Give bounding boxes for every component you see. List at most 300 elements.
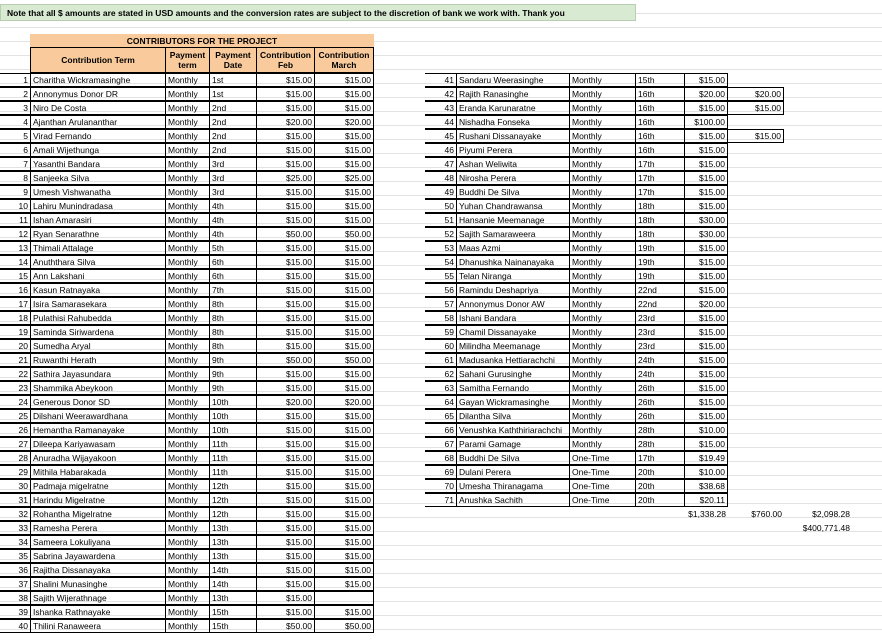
row-number: 22 [0,367,31,381]
payment-date: 9th [209,381,257,395]
contributor-name: Shalini Munasinghe [30,577,166,591]
contribution-feb: $15.00 [684,367,728,381]
contribution-march: $25.00 [314,171,374,185]
payment-term: One-Time [569,479,636,493]
payment-date: 24th [635,367,685,381]
payment-term: Monthly [165,339,210,353]
contribution-feb: $15.00 [256,605,315,619]
contribution-march [727,423,784,437]
payment-term: Monthly [569,157,636,171]
payment-date: 3rd [209,171,257,185]
contributor-name: Eranda Karunaratne [456,101,570,115]
contributor-name: Ishan Amarasiri [30,213,166,227]
contributor-name: Dilshani Weerawardhana [30,409,166,423]
payment-term: Monthly [165,465,210,479]
contribution-march: $15.00 [314,493,374,507]
payment-date: 23rd [635,311,685,325]
contributor-name: Dilantha Silva [456,409,570,423]
row-number: 50 [425,199,457,213]
payment-date: 11th [209,451,257,465]
contribution-march: $15.00 [314,479,374,493]
contribution-march [727,381,784,395]
row-number: 66 [425,423,457,437]
contribution-march: $15.00 [314,143,374,157]
payment-date: 22nd [635,297,685,311]
contribution-feb: $15.00 [256,591,315,605]
payment-term: Monthly [165,73,210,87]
row-number: 13 [0,241,31,255]
payment-date: 2nd [209,143,257,157]
row-number: 61 [425,353,457,367]
contribution-feb: $15.00 [684,101,728,115]
row-number: 11 [0,213,31,227]
payment-term: Monthly [569,409,636,423]
payment-date: 2nd [209,101,257,115]
contribution-march [727,143,784,157]
contributor-name: Annonymus Donor DR [30,87,166,101]
contributor-name: Ishani Bandara [456,311,570,325]
contribution-feb: $15.00 [684,129,728,143]
contributor-name: Shammika Abeykoon [30,381,166,395]
contribution-march: $15.00 [314,381,374,395]
payment-date: 9th [209,367,257,381]
row-number: 54 [425,255,457,269]
payment-term: Monthly [569,129,636,143]
payment-term: Monthly [165,297,210,311]
contributor-name: Anuradha Wijayakoon [30,451,166,465]
feb-total: $1,338.28 [688,509,726,519]
contribution-march: $15.00 [314,157,374,171]
contributor-name: Harindu Migelratne [30,493,166,507]
contributor-name: Pulathisi Rahubedda [30,311,166,325]
payment-date: 17th [635,157,685,171]
contribution-march [727,157,784,171]
contribution-feb: $100.00 [684,115,728,129]
payment-term: Monthly [569,367,636,381]
payment-term: Monthly [569,311,636,325]
row-number: 8 [0,171,31,185]
contribution-march: $15.00 [314,521,374,535]
contributor-name: Venushka Kaththiriarachchi [456,423,570,437]
payment-date: 15th [209,619,257,633]
contributor-name: Buddhi De Silva [456,451,570,465]
contribution-feb: $15.00 [684,157,728,171]
row-number: 14 [0,255,31,269]
payment-date: 3rd [209,157,257,171]
contribution-feb: $15.00 [256,255,315,269]
row-number: 35 [0,549,31,563]
contribution-feb: $15.00 [684,353,728,367]
payment-date: 18th [635,213,685,227]
payment-term: Monthly [569,325,636,339]
contributor-name: Sabrina Jayawardena [30,549,166,563]
contribution-march: $50.00 [314,227,374,241]
contributor-name: Sandaru Weerasinghe [456,73,570,87]
contributor-name: Dileepa Kariyawasam [30,437,166,451]
contributor-name: Anuththara Silva [30,255,166,269]
contribution-march [727,283,784,297]
payment-term: Monthly [569,213,636,227]
contribution-march: $15.00 [314,507,374,521]
contribution-feb: $15.00 [256,479,315,493]
contribution-march [727,311,784,325]
payment-date: 16th [635,87,685,101]
payment-term: Monthly [569,381,636,395]
contribution-march [727,339,784,353]
payment-term: Monthly [569,395,636,409]
payment-date: 18th [635,199,685,213]
row-number: 36 [0,563,31,577]
contribution-feb: $15.00 [684,185,728,199]
contribution-feb: $15.00 [684,311,728,325]
contribution-march: $15.00 [314,311,374,325]
payment-term: Monthly [165,451,210,465]
payment-date: 17th [635,451,685,465]
row-number: 4 [0,115,31,129]
row-number: 69 [425,465,457,479]
payment-term: Monthly [165,423,210,437]
contributor-name: Ryan Senarathne [30,227,166,241]
column-header-payment-date: Payment Date [209,47,257,73]
contribution-march: $15.00 [314,185,374,199]
contributor-name: Rushani Dissanayake [456,129,570,143]
payment-date: 10th [209,395,257,409]
contribution-feb: $20.11 [684,493,728,507]
payment-date: 20th [635,493,685,507]
contribution-march [727,465,784,479]
contribution-feb: $15.00 [684,255,728,269]
payment-date: 17th [635,185,685,199]
row-number: 21 [0,353,31,367]
contributor-name: Piyumi Perera [456,143,570,157]
contribution-feb: $15.00 [684,199,728,213]
row-number: 71 [425,493,457,507]
contributor-name: Mithila Habarakada [30,465,166,479]
payment-date: 14th [209,577,257,591]
payment-date: 8th [209,325,257,339]
contribution-march: $15.00 [314,563,374,577]
payment-date: 17th [635,171,685,185]
payment-date: 13th [209,549,257,563]
payment-term: Monthly [165,283,210,297]
payment-date: 8th [209,311,257,325]
contribution-feb: $20.00 [684,87,728,101]
contributor-name: Hemantha Ramanayake [30,423,166,437]
contribution-feb: $38.68 [684,479,728,493]
payment-date: 15th [635,73,685,87]
column-header-contribution-march: Contribution March [314,47,374,73]
payment-term: Monthly [165,101,210,115]
row-number: 63 [425,381,457,395]
row-number: 38 [0,591,31,605]
row-number: 3 [0,101,31,115]
payment-date: 23rd [635,339,685,353]
contribution-feb: $15.00 [256,185,315,199]
payment-date: 19th [635,255,685,269]
contribution-feb: $15.00 [256,339,315,353]
payment-term: One-Time [569,465,636,479]
contribution-march: $15.00 [314,87,374,101]
contribution-feb: $19.49 [684,451,728,465]
contribution-march: $50.00 [314,353,374,367]
row-number: 68 [425,451,457,465]
contributor-name: Ruwanthi Herath [30,353,166,367]
payment-term: Monthly [165,577,210,591]
payment-date: 5th [209,241,257,255]
payment-date: 6th [209,255,257,269]
contribution-feb: $15.00 [256,73,315,87]
row-number: 58 [425,311,457,325]
payment-date: 4th [209,227,257,241]
contribution-march: $15.00 [314,241,374,255]
contribution-feb: $20.00 [256,115,315,129]
contribution-feb: $50.00 [256,619,315,633]
payment-date: 7th [209,283,257,297]
payment-date: 12th [209,493,257,507]
payment-term: Monthly [165,437,210,451]
contribution-feb: $15.00 [684,73,728,87]
contribution-feb: $25.00 [256,171,315,185]
payment-term: Monthly [569,73,636,87]
contribution-march: $50.00 [314,619,374,633]
payment-term: Monthly [165,381,210,395]
payment-term: Monthly [165,157,210,171]
payment-term: Monthly [165,507,210,521]
payment-date: 23rd [635,325,685,339]
contribution-feb: $50.00 [256,353,315,367]
payment-date: 16th [635,115,685,129]
contribution-march [727,297,784,311]
payment-date: 6th [209,269,257,283]
contributor-name: Rajitha Dissanayaka [30,563,166,577]
payment-date: 12th [209,479,257,493]
payment-term: Monthly [165,493,210,507]
contributor-name: Rajith Ranasinghe [456,87,570,101]
contributor-name: Dulani Perera [456,465,570,479]
row-number: 42 [425,87,457,101]
contribution-march [727,185,784,199]
contribution-march [727,353,784,367]
payment-date: 26th [635,381,685,395]
payment-date: 22nd [635,283,685,297]
payment-term: Monthly [165,143,210,157]
payment-date: 24th [635,353,685,367]
row-number: 47 [425,157,457,171]
contribution-march: $15.00 [314,199,374,213]
row-number: 5 [0,129,31,143]
contribution-feb: $15.00 [256,143,315,157]
payment-term: Monthly [165,213,210,227]
row-number: 34 [0,535,31,549]
contribution-march: $15.00 [314,297,374,311]
row-number: 29 [0,465,31,479]
contribution-march: $15.00 [314,339,374,353]
payment-date: 10th [209,409,257,423]
contributor-name: Nishadha Fonseka [456,115,570,129]
row-number: 27 [0,437,31,451]
row-number: 16 [0,283,31,297]
contribution-feb: $15.00 [684,143,728,157]
payment-term: Monthly [569,297,636,311]
payment-date: 11th [209,437,257,451]
contribution-feb: $15.00 [256,577,315,591]
payment-term: Monthly [165,521,210,535]
row-number: 41 [425,73,457,87]
contributor-name: Charitha Wickramasinghe [30,73,166,87]
payment-date: 16th [635,143,685,157]
payment-term: Monthly [165,311,210,325]
contributor-name: Telan Niranga [456,269,570,283]
contribution-feb: $15.00 [256,381,315,395]
payment-term: Monthly [165,395,210,409]
contributor-name: Hansanie Meemanage [456,213,570,227]
row-number: 30 [0,479,31,493]
payment-date: 20th [635,479,685,493]
payment-term: Monthly [165,227,210,241]
contribution-march: $15.00 [314,129,374,143]
payment-date: 4th [209,199,257,213]
contribution-march [727,227,784,241]
contribution-march [727,479,784,493]
payment-term: One-Time [569,451,636,465]
payment-date: 13th [209,591,257,605]
payment-term: One-Time [569,493,636,507]
payment-date: 19th [635,241,685,255]
contribution-feb: $15.00 [256,297,315,311]
contribution-march [727,493,784,507]
contribution-march [727,409,784,423]
contribution-march: $15.00 [314,549,374,563]
row-number: 70 [425,479,457,493]
row-number: 32 [0,507,31,521]
contributor-name: Yasanthi Bandara [30,157,166,171]
contributor-name: Ramindu Deshapriya [456,283,570,297]
row-number: 6 [0,143,31,157]
row-number: 45 [425,129,457,143]
payment-term: Monthly [569,241,636,255]
contribution-march: $15.00 [314,423,374,437]
payment-term: Monthly [165,549,210,563]
payment-term: Monthly [569,437,636,451]
contribution-march: $15.00 [314,101,374,115]
table-title: CONTRIBUTORS FOR THE PROJECT [126,36,278,46]
contribution-feb: $15.00 [256,465,315,479]
contribution-feb: $15.00 [256,367,315,381]
contributor-name: Madusanka Hettiarachchi [456,353,570,367]
contribution-march [314,591,374,605]
contribution-march [727,451,784,465]
payment-term: Monthly [165,255,210,269]
contributor-name: Maas Azmi [456,241,570,255]
payment-date: 10th [209,423,257,437]
row-number: 65 [425,409,457,423]
contribution-feb: $30.00 [684,227,728,241]
row-number: 10 [0,199,31,213]
contributor-name: Saminda Siriwardena [30,325,166,339]
contribution-march [727,269,784,283]
contributor-name: Sumedha Aryal [30,339,166,353]
contribution-feb: $15.00 [256,283,315,297]
contribution-march [727,115,784,129]
payment-term: Monthly [569,339,636,353]
contribution-march: $15.00 [727,101,784,115]
contribution-feb: $15.00 [684,241,728,255]
row-number: 20 [0,339,31,353]
contributor-name: Thimali Attalage [30,241,166,255]
contribution-feb: $15.00 [256,437,315,451]
contribution-march: $15.00 [314,73,374,87]
row-number: 39 [0,605,31,619]
contribution-feb: $15.00 [684,339,728,353]
row-number: 12 [0,227,31,241]
row-number: 55 [425,269,457,283]
payment-term: Monthly [569,269,636,283]
row-number: 59 [425,325,457,339]
row-number: 40 [0,619,31,633]
payment-date: 15th [209,605,257,619]
payment-date: 14th [209,563,257,577]
contribution-march: $15.00 [314,535,374,549]
payment-date: 2nd [209,115,257,129]
payment-term: Monthly [165,619,210,633]
payment-term: Monthly [165,115,210,129]
contribution-feb: $15.00 [256,129,315,143]
row-number: 44 [425,115,457,129]
contribution-feb: $50.00 [256,227,315,241]
row-number: 64 [425,395,457,409]
contributor-name: Yuhan Chandrawansa [456,199,570,213]
contribution-march: $15.00 [314,255,374,269]
contributor-name: Milindha Meemanage [456,339,570,353]
row-number: 2 [0,87,31,101]
payment-term: Monthly [569,199,636,213]
contribution-march: $20.00 [314,115,374,129]
march-total: $760.00 [751,509,782,519]
contribution-march [727,437,784,451]
row-number: 62 [425,367,457,381]
payment-term: Monthly [569,101,636,115]
contribution-feb: $10.00 [684,423,728,437]
contribution-march [727,199,784,213]
contribution-feb: $15.00 [256,521,315,535]
contributor-name: Ann Lakshani [30,269,166,283]
contribution-feb: $15.00 [684,395,728,409]
payment-term: Monthly [569,423,636,437]
contribution-feb: $15.00 [256,199,315,213]
payment-date: 20th [635,465,685,479]
contribution-feb: $15.00 [256,409,315,423]
contributor-name: Sameera Lokuliyana [30,535,166,549]
contribution-march: $15.00 [727,129,784,143]
contributor-name: Isira Samarasekara [30,297,166,311]
contribution-march [727,171,784,185]
contribution-feb: $15.00 [684,283,728,297]
row-number: 43 [425,101,457,115]
contributor-name: Samitha Fernando [456,381,570,395]
contribution-feb: $15.00 [684,437,728,451]
payment-term: Monthly [165,87,210,101]
contribution-feb: $15.00 [256,311,315,325]
contribution-feb: $10.00 [684,465,728,479]
contribution-march: $15.00 [314,577,374,591]
contributor-name: Rohantha Migelratne [30,507,166,521]
contributor-name: Ajanthan Arulananthar [30,115,166,129]
contributor-name: Generous Donor SD [30,395,166,409]
contribution-feb: $20.00 [684,297,728,311]
contribution-march: $15.00 [314,325,374,339]
contribution-feb: $20.00 [256,395,315,409]
row-number: 28 [0,451,31,465]
